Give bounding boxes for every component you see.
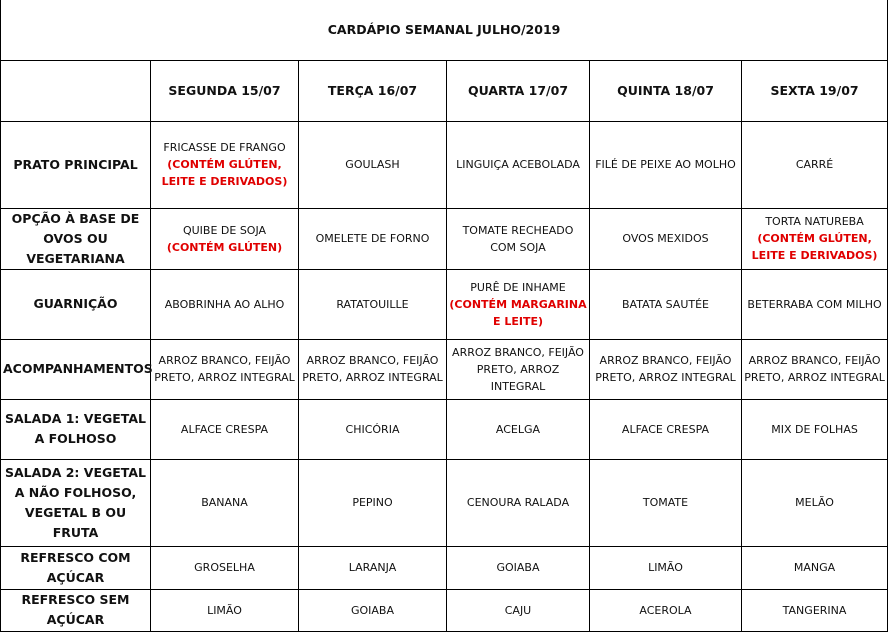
menu-cell: [299, 399, 447, 459]
dish-text: ACELGA: [495, 422, 541, 436]
menu-cell: [447, 546, 590, 589]
row-label: SALADA 2: VEGETAL A NÃO FOLHOSO, VEGETAL B OU FRUTA: [1, 459, 151, 546]
dish-text: TOMATE RECHEADO COM SOJA: [462, 223, 574, 254]
dish-text: LARANJA: [348, 561, 397, 574]
menu-row: [1, 589, 888, 631]
dish-text: TANGERINA: [782, 603, 847, 617]
dish-text: GOIABA: [350, 603, 395, 617]
menu-cell: [447, 459, 590, 546]
menu-cell: [742, 269, 888, 339]
row-label: SALADA 1: VEGETAL A FOLHOSO: [1, 399, 151, 459]
dish-text: BETERRABA COM MILHO: [747, 297, 882, 311]
dish-text: ARROZ BRANCO, FEIJÃO PRETO, ARROZ INTEGRAL: [744, 354, 885, 384]
dish-text: MANGA: [793, 561, 836, 574]
row-label: PRATO PRINCIPAL: [1, 121, 151, 208]
menu-cell: [299, 208, 447, 269]
dish-text: CHICÓRIA: [345, 422, 400, 436]
row-label: OPÇÃO À BASE DE OVOS OU VEGETARIANA: [1, 208, 151, 269]
menu-cell: [742, 459, 888, 546]
dish-text: ALFACE CRESPA: [621, 422, 710, 436]
dish-text: CARRÉ: [795, 158, 834, 171]
dish-text: FILÉ DE PEIXE AO MOLHO: [595, 158, 736, 171]
dish-text: ACEROLA: [639, 603, 692, 617]
menu-cell: [590, 399, 742, 459]
menu-cell: [590, 589, 742, 631]
dish-text: LIMÃO: [648, 561, 683, 574]
dish-text: ALFACE CRESPA: [180, 422, 269, 436]
day-header: SEXTA 19/07: [742, 60, 888, 121]
menu-cell: [151, 269, 299, 339]
dish-text: LINGUIÇA ACEBOLADA: [456, 158, 580, 171]
dish-text: ARROZ BRANCO, FEIJÃO PRETO, ARROZ INTEGRAL: [154, 354, 295, 384]
dish-text: ARROZ BRANCO, FEIJÃO PRETO, ARROZ INTEGRAL: [595, 354, 736, 384]
menu-cell: [151, 208, 299, 269]
menu-cell: [447, 399, 590, 459]
dish-text: MELÃO: [795, 496, 834, 509]
menu-cell: [151, 339, 299, 399]
dish-text: FRICASSE DE FRANGO: [163, 141, 286, 154]
menu-cell: [151, 121, 299, 208]
menu-cell: [742, 208, 888, 269]
menu-cell: [447, 208, 590, 269]
menu-row: [1, 269, 888, 339]
allergen-note: (CONTÉM GLÚTEN, LEITE E DERIVADOS): [751, 232, 878, 262]
dish-text: LIMÃO: [207, 603, 242, 617]
menu-cell: [590, 269, 742, 339]
row-label: REFRESCO COM AÇÚCAR: [1, 546, 151, 589]
menu-cell: [151, 399, 299, 459]
corner-cell: [1, 60, 151, 121]
dish-text: TORTA NATUREBA: [765, 215, 864, 228]
dish-text: PEPINO: [352, 496, 393, 509]
dish-text: GOULASH: [345, 158, 400, 171]
dish-text: ABOBRINHA AO ALHO: [164, 297, 285, 311]
menu-cell: [590, 459, 742, 546]
dish-text: QUIBE DE SOJA: [182, 223, 267, 237]
dish-text: CENOURA RALADA: [466, 496, 570, 509]
dish-text: BATATA SAUTÉE: [621, 297, 710, 311]
menu-cell: [590, 121, 742, 208]
menu-cell: [151, 546, 299, 589]
day-header: TERÇA 16/07: [299, 60, 447, 121]
dish-text: ARROZ BRANCO, FEIJÃO PRETO, ARROZ INTEGRAL: [452, 345, 584, 393]
dish-text: GOIABA: [496, 561, 540, 574]
allergen-note: (CONTÉM GLÚTEN): [166, 240, 283, 254]
dish-text: OMELETE DE FORNO: [315, 232, 430, 245]
menu-cell: [299, 269, 447, 339]
row-label: GUARNIÇÃO: [1, 269, 151, 339]
dish-text: GROSELHA: [194, 561, 255, 574]
menu-cell: [447, 121, 590, 208]
menu-cell: [299, 121, 447, 208]
menu-title: CARDÁPIO SEMANAL JULHO/2019: [1, 0, 888, 60]
allergen-note: (CONTÉM GLÚTEN, LEITE E DERIVADOS): [161, 158, 288, 188]
menu-cell: [299, 459, 447, 546]
menu-row: [1, 459, 888, 546]
dish-text: OVOS MEXIDOS: [622, 232, 709, 245]
menu-cell: [742, 399, 888, 459]
menu-cell: [742, 589, 888, 631]
menu-row: [1, 399, 888, 459]
dish-text: ARROZ BRANCO, FEIJÃO PRETO, ARROZ INTEGRAL: [302, 354, 443, 384]
menu-cell: [447, 269, 590, 339]
dish-text: TOMATE: [642, 496, 689, 509]
menu-cell: [742, 121, 888, 208]
allergen-note: (CONTÉM MARGARINA E LEITE): [449, 297, 587, 328]
menu-cell: [590, 546, 742, 589]
menu-cell: [742, 546, 888, 589]
menu-cell: [742, 339, 888, 399]
menu-row: [1, 121, 888, 208]
row-label: REFRESCO SEM AÇÚCAR: [1, 589, 151, 631]
menu-cell: [447, 589, 590, 631]
dish-text: BANANA: [201, 496, 248, 509]
dish-text: PURÊ DE INHAME: [470, 280, 566, 294]
day-header: QUARTA 17/07: [447, 60, 590, 121]
dish-text: RATATOUILLE: [336, 297, 409, 311]
menu-row: [1, 546, 888, 589]
menu-cell: [299, 339, 447, 399]
menu-cell: [590, 208, 742, 269]
day-header: SEGUNDA 15/07: [151, 60, 299, 121]
row-label: ACOMPANHAMENTOS: [1, 339, 151, 399]
menu-cell: [151, 459, 299, 546]
menu-cell: [590, 339, 742, 399]
dish-text: CAJU: [504, 603, 532, 617]
day-header: QUINTA 18/07: [590, 60, 742, 121]
dish-text: MIX DE FOLHAS: [771, 422, 858, 436]
menu-cell: [299, 589, 447, 631]
menu-row: [1, 208, 888, 269]
menu-cell: [447, 339, 590, 399]
menu-cell: [151, 589, 299, 631]
menu-row: [1, 339, 888, 399]
menu-cell: [299, 546, 447, 589]
